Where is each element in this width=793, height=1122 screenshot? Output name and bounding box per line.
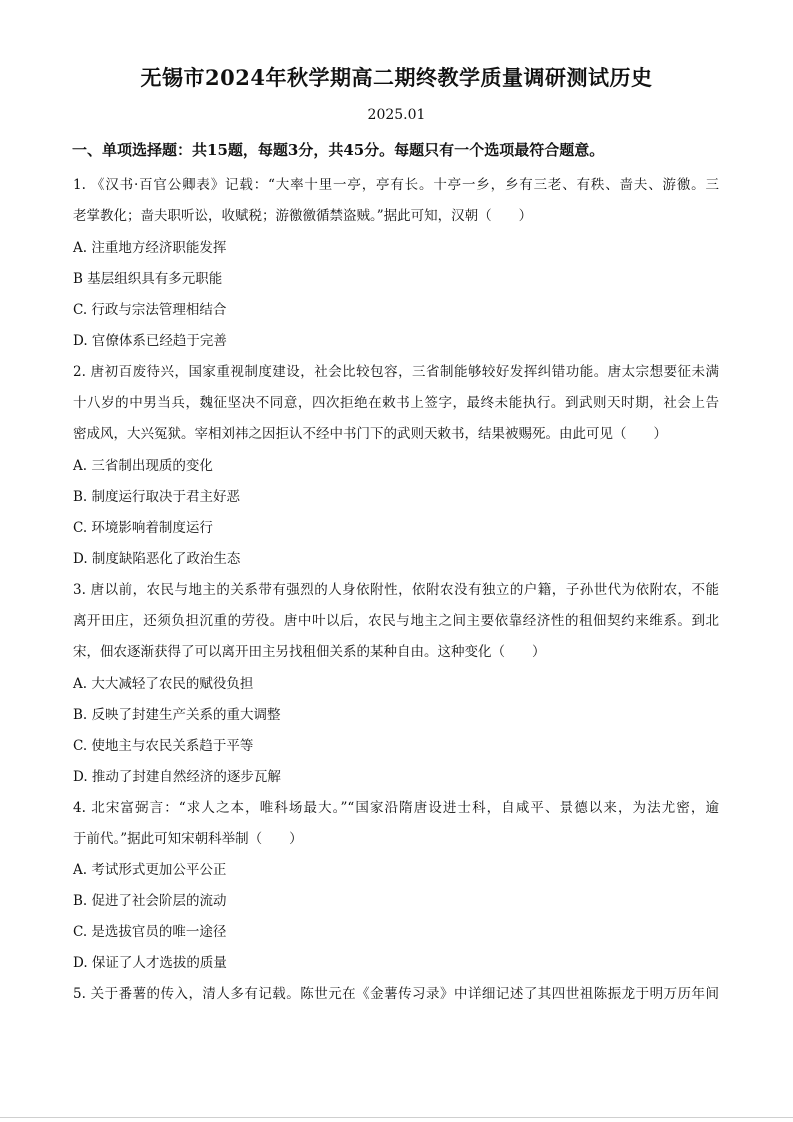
exam-date: 2025.01 [367, 107, 426, 123]
question-1-option-d: D. 官僚体系已经趋于完善 [73, 333, 227, 349]
question-3-option-a: A. 大大减轻了农民的赋役负担 [73, 676, 254, 692]
question-2-option-c: C. 环境影响着制度运行 [73, 520, 213, 536]
question-2-stem-line-3: 密成风，大兴冤狱。宰相刘祎之因拒认不经中书门下的武则天敕书，结果被赐死。由此可见（ ） [73, 426, 667, 442]
question-4-stem-line-2: 于前代。”据此可知宋朝科举制（ ） [73, 831, 303, 847]
page-bottom-divider [0, 1117, 793, 1118]
question-1-option-c: C. 行政与宗法管理相结合 [73, 302, 227, 318]
question-3-stem-line-3: 宋，佃农逐渐获得了可以离开田主另找租佃关系的某种自由。这种变化（ ） [73, 644, 546, 660]
question-4-option-a: A. 考试形式更加公平公正 [73, 862, 227, 878]
question-4-stem-line-1: 4. 北宋富弼言：“求人之本，唯科场最大。”“国家沿隋唐设进士科，自咸平、景德以来，为法尤密，逾 [73, 800, 719, 816]
question-2-stem-line-1: 2. 唐初百废待兴，国家重视制度建设，社会比较包容，三省制能够较好发挥纠错功能。唐太宗想要征未满 [73, 364, 719, 380]
question-4-option-d: D. 保证了人才选拔的质量 [73, 955, 227, 971]
question-1-option-b: B 基层组织具有多元职能 [73, 271, 223, 287]
question-3-option-c: C. 使地主与农民关系趋于平等 [73, 738, 254, 754]
page-title: 无锡市2024年秋学期高二期终教学质量调研测试历史 [140, 65, 653, 90]
question-2-option-a: A. 三省制出现质的变化 [73, 458, 213, 474]
question-1-stem-line-2: 老掌教化；啬夫职听讼，收赋税；游徼徼循禁盗贼。”据此可知，汉朝（ ） [73, 208, 533, 224]
question-2-option-d: D. 制度缺陷恶化了政治生态 [73, 551, 241, 567]
section-heading: 一、单项选择题：共15题，每题3分，共45分。每题只有一个选项最符合题意。 [72, 141, 605, 159]
question-5-stem-line-1: 5. 关于番薯的传入，清人多有记载。陈世元在《金薯传习录》中详细记述了其四世祖陈振龙于明万历年间 [73, 986, 719, 1002]
question-1-option-a: A. 注重地方经济职能发挥 [73, 240, 227, 256]
question-3-option-b: B. 反映了封建生产关系的重大调整 [73, 707, 281, 723]
question-2-option-b: B. 制度运行取决于君主好恶 [73, 489, 241, 505]
question-3-stem-line-1: 3. 唐以前，农民与地主的关系带有强烈的人身依附性，依附农没有独立的户籍，子孙世代为依附农，不能 [73, 582, 719, 598]
question-4-option-b: B. 促进了社会阶层的流动 [73, 893, 227, 909]
question-4-option-c: C. 是选拔官员的唯一途径 [73, 924, 227, 940]
question-1-stem-line-1: 1. 《汉书·百官公卿表》记载：“大率十里一亭，亭有长。十亭一乡，乡有三老、有秩、啬夫、游徼。三 [73, 177, 719, 193]
question-3-option-d: D. 推动了封建自然经济的逐步瓦解 [73, 769, 281, 785]
question-2-stem-line-2: 十八岁的中男当兵，魏征坚决不同意，四次拒绝在敕书上签字，最终未能执行。到武则天时期，社会上告 [73, 395, 719, 411]
question-3-stem-line-2: 离开田庄，还须负担沉重的劳役。唐中叶以后，农民与地主之间主要依靠经济性的租佃契约来维系。到北 [73, 613, 719, 629]
